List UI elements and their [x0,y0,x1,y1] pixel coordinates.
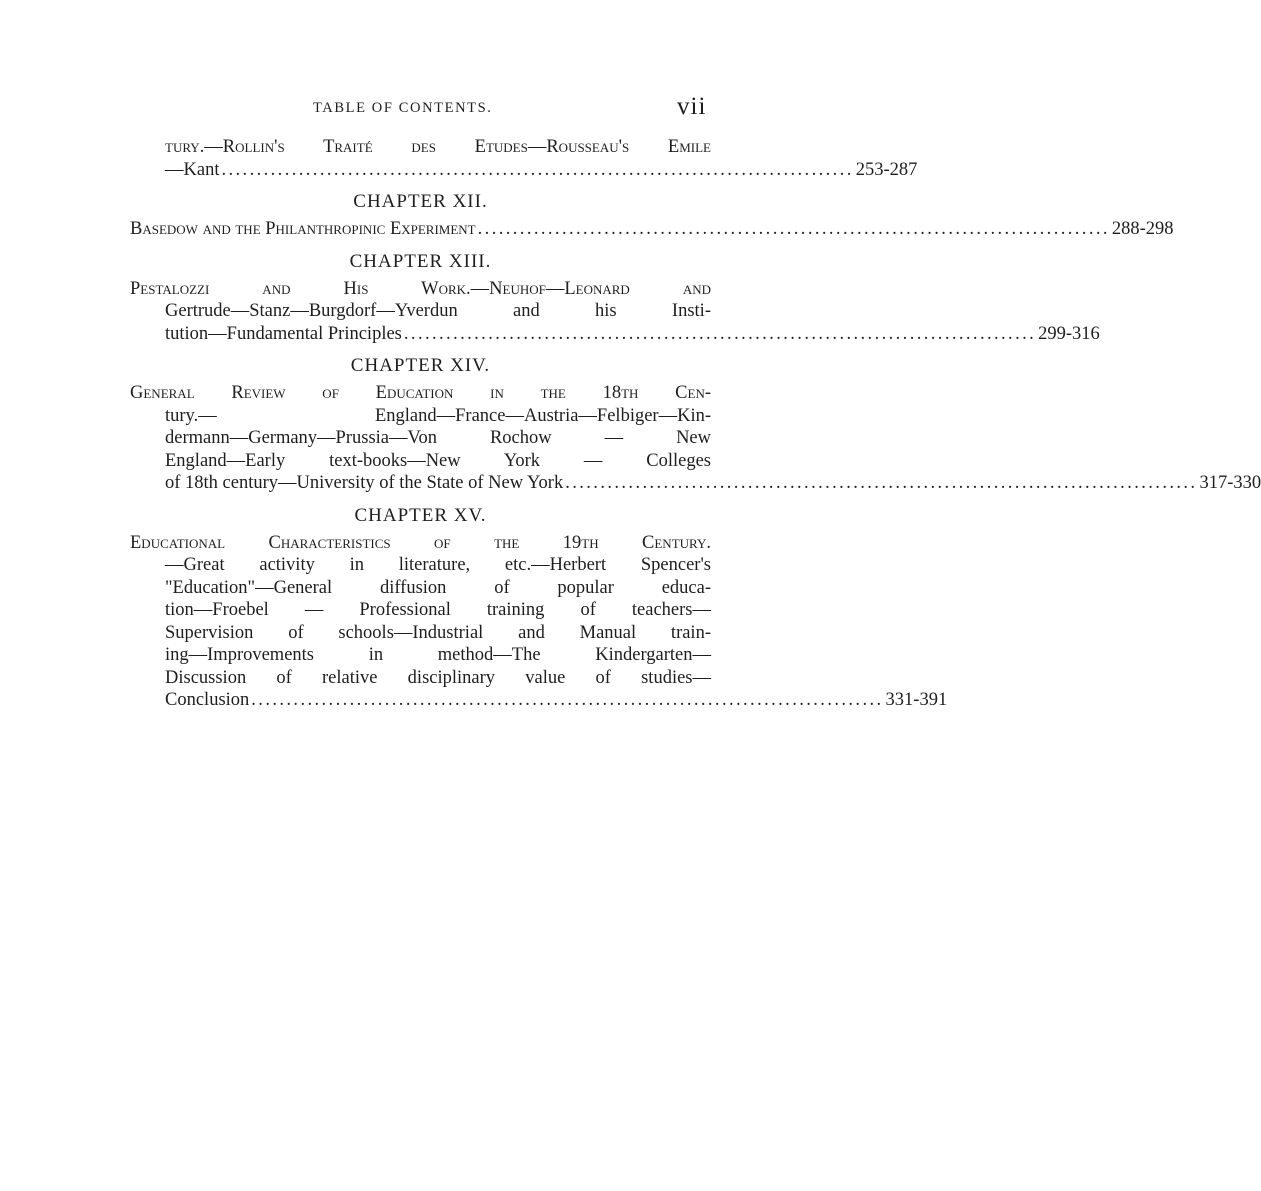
entry-line [130,405,711,428]
entry-last-line [130,218,1174,241]
page-number: vii [677,93,707,120]
entry-line [130,278,711,301]
page-range: 288-298 [1111,219,1174,239]
entry-last-line [130,472,1261,495]
page-range: 299-316 [1038,323,1100,344]
entry-text: —Kant [165,159,220,180]
entry-text: Pestalozzi and His Work.—Neuhof—Leonard and [130,278,711,299]
entry-text: "Education"—General diffusion of popular educa- [165,577,711,598]
chapter-heading-xii: CHAPTER XII. [353,191,488,212]
entry-last-line [130,159,918,182]
entry-line [130,136,711,159]
entry-line [130,622,711,645]
entry-line [130,382,711,405]
entry-line [130,577,711,600]
entry-line [130,450,711,473]
entry-last-line [130,323,1100,346]
dot-leader: .......................................................................................... [477,219,1110,239]
page-range: 331-391 [885,690,948,710]
entry-text: Supervision of schools—Industrial and Manual train- [165,622,711,643]
page-range: 317-330 [1199,473,1261,493]
entry-text: tion—Froebel — Professional training of teachers— [165,600,711,620]
running-head [0,93,840,126]
table-of-contents [130,136,1261,712]
chapter-heading-xiii: CHAPTER XIII. [349,250,492,272]
entry-text: of 18th century—University of the State of New York [165,473,564,493]
entry-line [130,532,711,555]
entry-text: —Great activity in literature, etc.—Herbert Spencer's [165,555,711,575]
toc-entry-chapter-xv [130,532,948,712]
entry-line [130,300,711,323]
running-title: TABLE OF CONTENTS. [313,100,493,116]
toc-entry-chapter-xii [130,218,1174,241]
toc-entry-chapter-xiii [130,278,1100,346]
dot-leader: .......................................................................................... [251,690,884,710]
entry-line [130,644,711,667]
entry-text: General Review of Education in the 18th Cen- [130,383,711,403]
page-range: 253-287 [855,159,918,180]
chapter-heading-xiv: CHAPTER XIV. [350,355,491,376]
entry-text: Conclusion [165,690,250,710]
entry-line [130,667,711,690]
entry-text: ing—Improvements in method—The Kindergarten— [165,645,711,665]
toc-entry-chapter-xi-continued [130,136,918,181]
entry-text: Gertrude—Stanz—Burgdorf—Yverdun and his Insti- [165,301,711,321]
entry-line [130,554,711,577]
toc-entry-chapter-xiv [130,382,1261,495]
entry-line [130,599,711,622]
entry-text: England—Early text-books—New York — Colleges [165,450,711,471]
entry-text: Discussion of relative disciplinary value of studies— [165,667,711,688]
entry-text: Basedow and the Philanthropinic Experiment [130,219,476,239]
entry-text: tury.—Rollin's Traité des Etudes—Rousseau's Emile [165,137,711,157]
entry-text: dermann—Germany—Prussia—Von Rochow — New [165,428,711,448]
dot-leader: .......................................................................................... [403,323,1037,344]
entry-last-line [130,689,948,712]
chapter-heading-xv: CHAPTER XV. [354,504,487,526]
entry-text: tury.— England—France—Austria—Felbiger—Kin- [165,405,711,426]
entry-line [130,427,711,450]
dot-leader: .......................................................................................... [565,473,1198,493]
entry-text: tution—Fundamental Principles [165,323,402,344]
dot-leader: .......................................................................................... [221,159,854,180]
entry-text: Educational Characteristics of the 19th Century. [130,532,711,553]
